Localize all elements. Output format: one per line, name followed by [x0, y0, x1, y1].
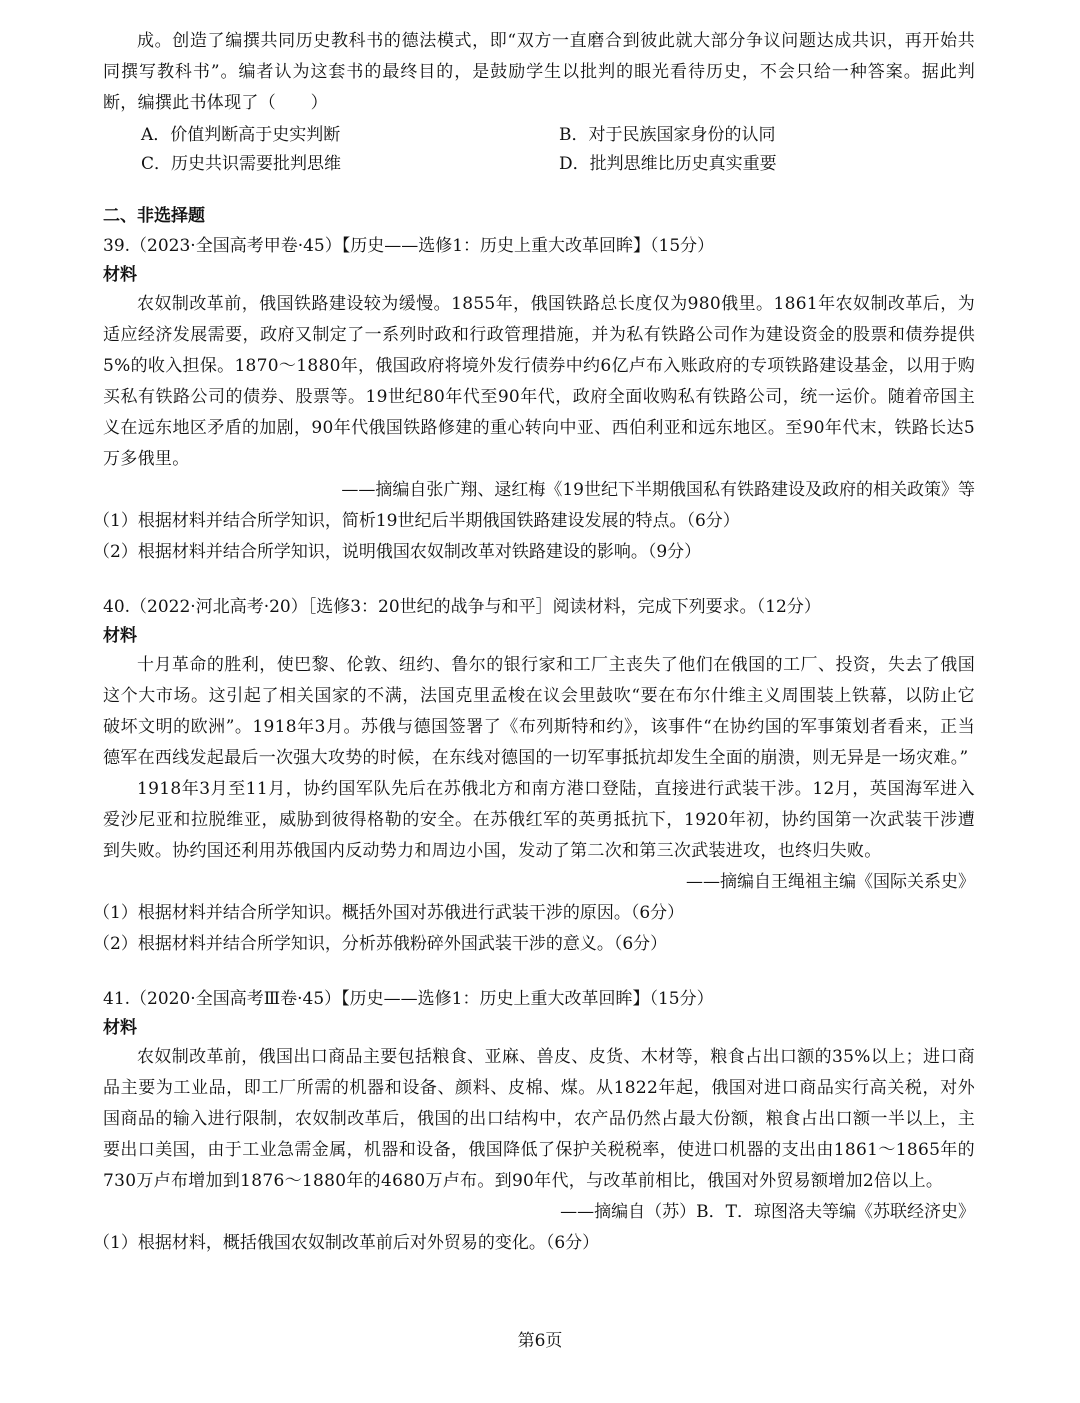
question-40-material-label: 材料: [103, 626, 137, 646]
question-41-source: ——摘编自（苏）B．T．琼图洛夫等编《苏联经济史》: [560, 1202, 975, 1222]
question-39-source: ——摘编自张广翔、逯红梅《19世纪下半期俄国私有铁路建设及政府的相关政策》等: [341, 480, 975, 500]
question-40-subquestion-2: （2）根据材料并结合所学知识，分析苏俄粉碎外国武装干涉的意义。（6分）: [93, 934, 668, 954]
question-38: [103, 26, 975, 179]
question-39-subquestion-2: （2）根据材料并结合所学知识，说明俄国农奴制改革对铁路建设的影响。（9分）: [93, 542, 702, 562]
section-title: 二、非选择题: [103, 206, 205, 226]
question-40-source: ——摘编自王绳祖主编《国际关系史》: [686, 872, 975, 892]
option-d: D．批判思维比历史真实重要: [559, 154, 777, 174]
page-number: 第6页: [517, 1331, 563, 1351]
option-a: A．价值判断高于史实判断: [141, 125, 341, 145]
option-b: B．对于民族国家身份的认同: [559, 125, 776, 145]
question-41-subquestion-1: （1）根据材料，概括俄国农奴制改革前后对外贸易的变化。（6分）: [93, 1233, 600, 1253]
question-39-material-paragraph: 农奴制改革前，俄国铁路建设较为缓慢。1855年，俄国铁路总长度仅为980俄里。1861年农奴制改革后，为适应经济发展需要，政府又制定了一系列时政和行政管理措施，并为私有铁路公司作为建设资金的股票和债券提供5%的收入担保。1870～1880年，俄国政府将境外发行债券中约6亿卢布入账政府的专项铁路建设基金，以用于购买私有铁路公司的债券、股票等。19世纪80年代至90年代，政府全面收购私有铁路公司，统一运价。随着帝国主义在远东地区矛盾的加剧，90年代俄国铁路修建的重心转向中亚、西伯利亚和远东地区。至90年代末，铁路长达5万多俄里。: [103, 294, 975, 469]
question-41-material-paragraph: 农奴制改革前，俄国出口商品主要包括粮食、亚麻、兽皮、皮货、木材等，粮食占出口额的35%以上；进口商品主要为工业品，即工厂所需的机器和设备、颜料、皮棉、煤。从1822年起，俄国对进口商品实行高关税，对外国商品的输入进行限制，农奴制改革后，俄国的出口结构中，农产品仍然占最大份额，粮食占出口额一半以上，主要出口美国，由于工业急需金属，机器和设备，俄国降低了保护关税税率，使进口机器的支出由1861～1865年的730万卢布增加到1876～1880年的4680万卢布。到90年代，与改革前相比，俄国对外贸易额增加2倍以上。: [103, 1047, 975, 1191]
question-39-material-label: 材料: [103, 265, 137, 285]
question-40: [93, 592, 975, 960]
question-40-material-paragraph-2: 1918年3月至11月，协约国军队先后在苏俄北方和南方港口登陆，直接进行武装干涉。12月，英国海军进入爱沙尼亚和拉脱维亚，威胁到彼得格勒的安全。在苏俄红军的英勇抵抗下，1920年初，协约国第一次武装干涉遭到失败。协约国还利用苏俄国内反动势力和周边小国，发动了第二次和第三次武装进攻，也终归失败。: [103, 779, 975, 861]
question-40-heading: 40.（2022·河北高考·20）［选修3：20世纪的战争与和平］阅读材料，完成下列要求。（12分）: [103, 597, 821, 617]
question-39: [93, 231, 975, 568]
question-40-material-paragraph-1: 十月革命的胜利，使巴黎、伦敦、纽约、鲁尔的银行家和工厂主丧失了他们在俄国的工厂、投资，失去了俄国这个大市场。这引起了相关国家的不满，法国克里孟梭在议会里鼓吹“要在布尔什维主义周围装上铁幕，以防止它破坏文明的欧洲”。1918年3月。苏俄与德国签署了《布列斯特和约》，该事件“在协约国的军事策划者看来，正当德军在西线发起最后一次强大攻势的时候，在东线对德国的一切军事抵抗却发生全面的崩溃，则无异是一场灾难。”: [103, 655, 975, 768]
question-41-material-label: 材料: [103, 1018, 137, 1038]
question-38-options: [141, 121, 975, 179]
question-40-subquestion-1: （1）根据材料并结合所学知识。概括外国对苏俄进行武装干涉的原因。（6分）: [93, 903, 685, 923]
question-38-stem: 成。创造了编撰共同历史教科书的德法模式，即“双方一直磨合到彼此就大部分争议问题达成共识，再开始共同撰写教科书”。编者认为这套书的最终目的，是鼓励学生以批判的眼光看待历史，不会只给一种答案。据此判断，编撰此书体现了（ ）: [103, 31, 975, 113]
exam-page: [93, 26, 975, 1259]
question-39-subquestion-1: （1）根据材料并结合所学知识，简析19世纪后半期俄国铁路建设发展的特点。（6分）: [93, 511, 740, 531]
question-41-heading: 41.（2020·全国高考Ⅲ卷·45）【历史——选修1：历史上重大改革回眸】（15分）: [103, 989, 714, 1009]
question-41: [93, 984, 975, 1259]
option-c: C．历史共识需要批判思维: [141, 154, 342, 174]
question-39-heading: 39.（2023·全国高考甲卷·45）【历史——选修1：历史上重大改革回眸】（15分）: [103, 236, 715, 256]
